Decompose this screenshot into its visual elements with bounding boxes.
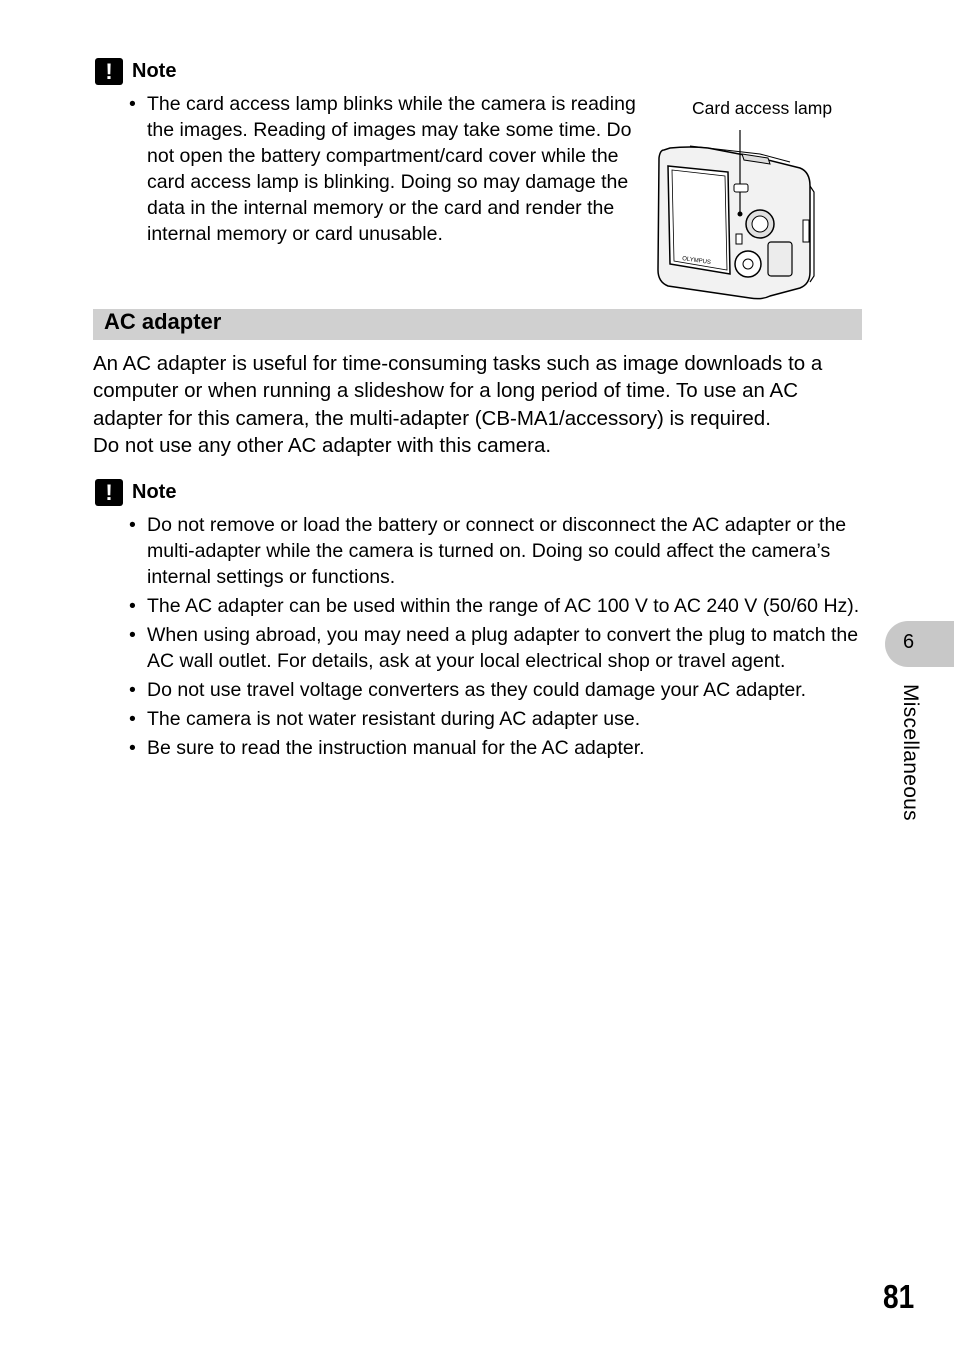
note-list xyxy=(129,512,864,764)
camera-illustration xyxy=(650,92,860,307)
note-item: • The card access lamp blinks while the camera is reading the images. Reading of images may take some time. Do not open the battery compartment/card cover while the card access lamp is blinking. Doing so may damage the data in the internal memory or the card and render the internal memory or card unusable. xyxy=(129,91,639,247)
note-item: • Do not remove or load the battery or connect or disconnect the AC adapter or the multi-adapter while the camera is turned on. Doing so could affect the camera’s internal settings or functions. xyxy=(129,512,864,590)
note-label: Note xyxy=(132,481,177,503)
camera-brand-text: OLYMPUS xyxy=(681,256,712,267)
chapter-name: Miscellaneous xyxy=(899,684,922,821)
section-header xyxy=(93,309,862,340)
exclamation-icon: ! xyxy=(95,479,123,506)
note-item: • When using abroad, you may need a plug adapter to convert the plug to match the AC wall outlet. For details, ask at your local electrical shop or travel agent. xyxy=(129,622,864,674)
note-heading xyxy=(95,58,176,85)
note-list xyxy=(129,91,639,247)
body-line: Do not use any other AC adapter with this camera. xyxy=(93,433,552,457)
note-item: • The camera is not water resistant during AC adapter use. xyxy=(129,706,864,732)
figure-caption: Card access lamp xyxy=(692,98,833,118)
exclamation-icon: ! xyxy=(95,58,123,85)
note-item: • Be sure to read the instruction manual for the AC adapter. xyxy=(129,735,864,761)
page-number: 81 xyxy=(883,1278,915,1315)
note-heading xyxy=(95,479,176,506)
chapter-number: 6 xyxy=(903,631,915,653)
note-item: • The AC adapter can be used within the range of AC 100 V to AC 240 V (50/60 Hz). xyxy=(129,593,864,619)
chapter-tab xyxy=(885,621,954,667)
camera-figure xyxy=(650,92,860,307)
note-item: • Do not use travel voltage converters as they could damage your AC adapter. xyxy=(129,677,864,703)
body-line: An AC adapter is useful for time-consuming tasks such as image downloads to a computer or when running a slideshow for a long period of time. To use an AC adapter for this camera, the multi-adapter (CB-MA1/accessory) is required. xyxy=(93,352,823,430)
note-label: Note xyxy=(132,60,177,82)
body-text xyxy=(93,350,863,459)
section-title: AC adapter xyxy=(104,309,222,334)
